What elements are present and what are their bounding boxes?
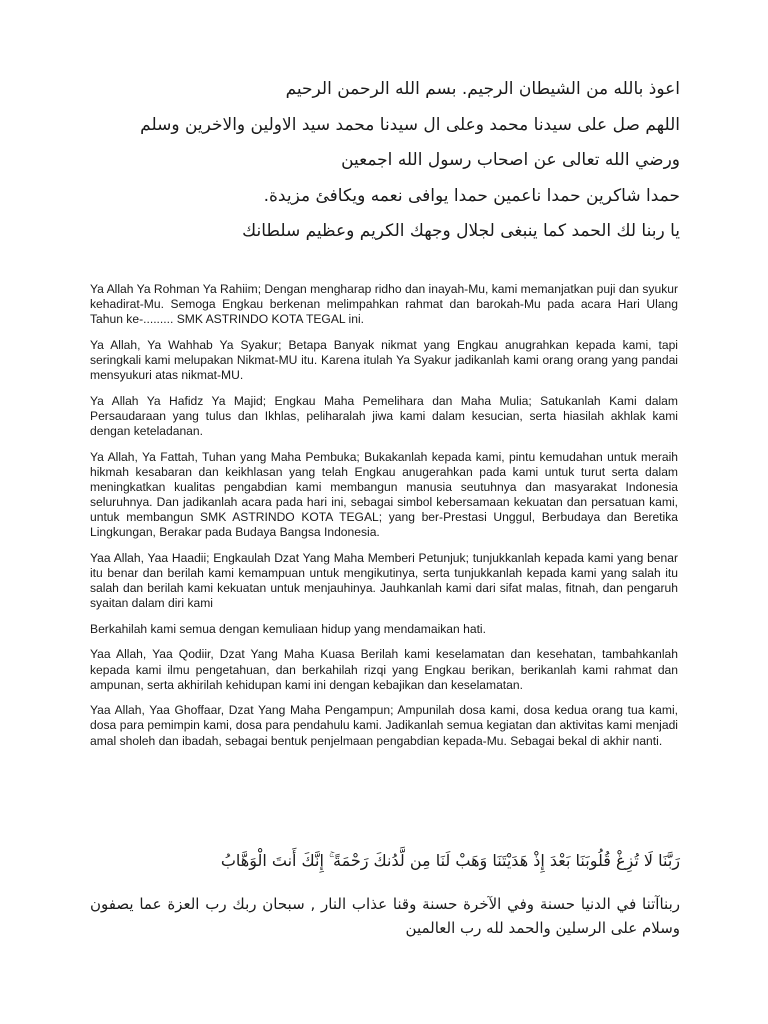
arabic-opening-block — [90, 78, 680, 256]
prayer-paragraph: Berkahilah kami semua dengan kemuliaan hidup yang mendamaikan hati. — [90, 621, 486, 636]
prayer-paragraph: Ya Allah Ya Rohman Ya Rahiim; Dengan mengharap ridho dan inayah-Mu, kami memanjatkan puji dan syukur kehadirat-Mu. Semoga Engkau berkenan melimpahkan rahmat dan barokah-Mu pada acara Hari Ulang Tahun ke-......... SMK ASTRINDO KOTA TEGAL ini. — [90, 282, 678, 327]
prayer-paragraph: Yaa Allah, Yaa Haadii; Engkaulah Dzat Yang Maha Memberi Petunjuk; tunjukkanlah kepada kami yang benar itu benar dan berilah kami kemampuan untuk mengikutinya, serta tunjukkanlah kepada kami yang salah itu salah dan berilah kami kekuatan untuk menjauhinya. Jauhkanlah kami dari sifat malas, fitnah, dan pengaruh syaitan dalam diri kami — [90, 550, 678, 611]
arabic-opening-line: حمدا شاكرين حمدا ناعمين حمدا يوافى نعمه ويكافئ مزيدة. — [263, 185, 680, 206]
arabic-opening-line: يا ربنا لك الحمد كما ينبغى لجلال وجهك الكريم وعظيم سلطانك — [242, 221, 680, 241]
prayer-paragraph: Yaa Allah, Yaa Ghoffaar, Dzat Yang Maha Pengampun; Ampunilah dosa kami, dosa kedua orang tua kami, dosa para pemimpin kami, dosa para pendahulu kami. Jadikanlah semua kegiatan dan aktivitas kami menjadi amal sholeh dan ibadah, sebagai bentuk penjelmaan pengabdian kepada-Mu. Sebagai bekal di akhir nanti. — [90, 703, 678, 748]
arabic-opening-line: اللهم صل على سيدنا محمد وعلى ال سيدنا محمد سيد الاولين والاخرين وسلم — [140, 114, 680, 135]
prayer-paragraph: Ya Allah Ya Hafidz Ya Majid; Engkau Maha Pemelihara dan Maha Mulia; Satukanlah Kami dalam Persaudaraan yang tulus dan Ikhlas, peliharalah jiwa kami dalam kesucian, serta hiasilah akhlak kami dengan keteladanan. — [90, 393, 678, 438]
prayer-paragraph: Ya Allah, Ya Fattah, Tuhan yang Maha Pembuka; Bukakanlah kepada kami, pintu kemudahan untuk meraih hikmah kesabaran dan keikhlasan yang telah Engkau anugerahkan pada kami untuk turut serta dalam meningkatkan kualitas pengabdian kami membangun manusia seutuhnya dan masyarakat Indonesia seluruhnya. Dan jadikanlah acara pada hari ini, sebagai simbol kebersamaan kekuatan dan persatuan kami, untuk membangun SMK ASTRINDO KOTA TEGAL; yang ber-Prestasi Unggul, Berbudaya dan Beretika Lingkungan, Berakar pada Budaya Bangsa Indonesia. — [90, 449, 678, 540]
prayer-paragraph: Ya Allah, Ya Wahhab Ya Syakur; Betapa Banyak nikmat yang Engkau anugrahkan kepada kami, tapi seringkali kami melupakan Nikmat-MU itu. Karena itulah Ya Syakur jadikanlah kami orang orang yang pandai mensyukuri atas nikmat-MU. — [90, 337, 678, 383]
quran-verse: رَبَّنَا لَا تُزِغْ قُلُوبَنَا بَعْدَ إِذْ هَدَيْتَنَا وَهَبْ لَنَا مِن لَّدُنكَ رَحْمَةً ۚ إِنَّكَ أَنتَ الْوَهَّابُ — [220, 851, 680, 870]
closing-prayer: ربناآتنا في الدنيا حسنة وفي الآخرة حسنة وقنا عذاب النار , سبحان ربك رب العزة عما يصفون وسلام على الرسلين والحمد لله رب العالمين — [90, 895, 680, 937]
prayer-body — [90, 282, 678, 759]
prayer-paragraph: Yaa Allah, Yaa Qodiir, Dzat Yang Maha Kuasa Berilah kami keselamatan dan kesehatan, tambahkanlah kepada kami ilmu pengetahuan, dan berkahilah rizqi yang Engkau berikan, berikanlah kami rahmat dan ampunan, serta akhirilah kehidupan kami ini dengan kebajikan dan keselamatan. — [90, 647, 678, 692]
arabic-opening-line: ورضي الله تعالى عن اصحاب رسول الله اجمعين — [341, 150, 680, 170]
arabic-opening-line: اعوذ بالله من الشيطان الرجيم. بسم الله الرحمن الرحيم — [285, 79, 680, 99]
